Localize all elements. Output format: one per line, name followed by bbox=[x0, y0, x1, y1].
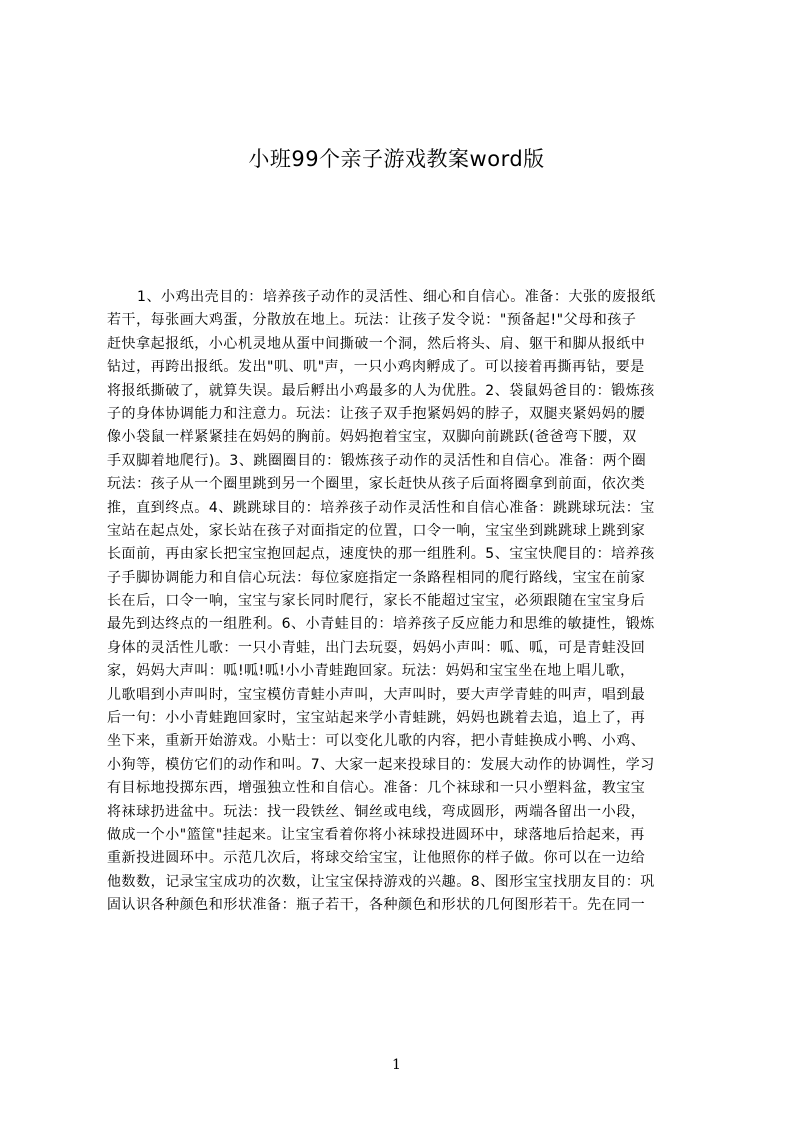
body-text-line: 若干，每张画大鸡蛋，分散放在地上。玩法：让孩子发令说："预备起!"父母和孩子 bbox=[107, 312, 637, 329]
document-body bbox=[107, 286, 697, 1041]
body-text-line: 子的身体协调能力和注意力。玩法：让孩子双手抱紧妈妈的脖子，双腿夹紧妈妈的腰 bbox=[107, 405, 646, 422]
body-text-line: 重新投进圆环中。示范几次后，将球交给宝宝，让他照你的样子做。你可以在一边给 bbox=[107, 850, 646, 867]
body-text-line: 宝站在起点处，家长站在孩子对面指定的位置，口令一响，宝宝坐到跳跳球上跳到家 bbox=[107, 522, 646, 539]
body-text-line: 赶快拿起报纸，小心机灵地从蛋中间撕破一个洞，然后将头、肩、躯干和脚从报纸中 bbox=[107, 335, 646, 352]
body-text-line: 推，直到终点。4、跳跳球目的：培养孩子动作灵活性和自信心准备：跳跳球玩法：宝 bbox=[107, 499, 655, 516]
body-text-line: 手双脚着地爬行)。3、跳圈圈目的：锻炼孩子动作的灵活性和自信心。准备：两个圈 bbox=[107, 452, 647, 469]
body-text-line: 身体的灵活性儿歌：一只小青蛙，出门去玩耍，妈妈小声叫：呱、呱，可是青蛙没回 bbox=[107, 639, 646, 656]
body-text-line: 像小袋鼠一样紧紧挂在妈妈的胸前。妈妈抱着宝宝，双脚向前跳跃(爸爸弯下腰，双 bbox=[107, 429, 637, 446]
body-text-line: 将袜球扔进盆中。玩法：找一段铁丝、铜丝或电线，弯成圆形，两端各留出一小段， bbox=[107, 803, 646, 820]
body-text-line: 后一句：小小青蛙跑回家时，宝宝站起来学小青蛙跳，妈妈也跳着去追，追上了，再 bbox=[107, 710, 646, 727]
body-text-line: 坐下来，重新开始游戏。小贴士：可以变化儿歌的内容，把小青蛙换成小鸭、小鸡、 bbox=[107, 733, 646, 750]
body-text-line: 做成一个小"篮筐"挂起来。让宝宝看着你将小袜球投进圆环中，球落地后拾起来，再 bbox=[107, 826, 645, 843]
body-text-line: 家，妈妈大声叫：呱!呱!呱!小小青蛙跑回家。玩法：妈妈和宝宝坐在地上唱儿歌， bbox=[107, 663, 635, 680]
body-text-line: 有目标地投掷东西，增强独立性和自信心。准备：几个袜球和一只小塑料盆，教宝宝 bbox=[107, 780, 646, 797]
body-text-line: 固认识各种颜色和形状准备：瓶子若干，各种颜色和形状的几何图形若干。先在同一 bbox=[107, 897, 646, 914]
body-text-line: 将报纸撕破了，就算失误。最后孵出小鸡最多的人为优胜。2、袋鼠妈爸目的：锻炼孩 bbox=[107, 382, 655, 399]
body-text-line: 最先到达终点的一组胜利。6、小青蛙目的：培养孩子反应能力和思维的敏捷性，锻炼 bbox=[107, 616, 655, 633]
body-text-line: 1、小鸡出壳目的：培养孩子动作的灵活性、细心和自信心。准备：大张的废报纸 bbox=[137, 289, 656, 305]
body-text-line: 长面前，再由家长把宝宝抱回起点，速度快的那一组胜利。5、宝宝快爬目的：培养孩 bbox=[107, 546, 655, 563]
body-text-line: 玩法：孩子从一个圈里跳到另一个圈里，家长赶快从孩子后面将圈拿到前面，依次类 bbox=[107, 476, 646, 493]
body-text-line: 钻过，再跨出报纸。发出"叽、叽"声，一只小鸡肉孵成了。可以接着再撕再钻，要是 bbox=[107, 359, 645, 376]
body-text-line: 儿歌唱到小声叫时，宝宝模仿青蛙小声叫，大声叫时，要大声学青蛙的叫声，唱到最 bbox=[107, 686, 646, 703]
body-text-line: 长在后，口令一响，宝宝与家长同时爬行，家长不能超过宝宝，必须跟随在宝宝身后 bbox=[107, 593, 646, 610]
body-text-line: 他数数，记录宝宝成功的次数，让宝宝保持游戏的兴趣。8、图形宝宝找朋友目的：巩 bbox=[107, 873, 655, 890]
body-text-line: 小狗等，模仿它们的动作和叫。7、大家一起来投球目的：发展大动作的协调性，学习 bbox=[107, 756, 655, 773]
document-title: 小班99个亲子游戏教案word版 bbox=[248, 147, 545, 171]
body-text-line: 子手脚协调能力和自信心玩法：每位家庭指定一条路程相同的爬行路线，宝宝在前家 bbox=[107, 569, 646, 586]
page-number: 1 bbox=[392, 1057, 401, 1073]
